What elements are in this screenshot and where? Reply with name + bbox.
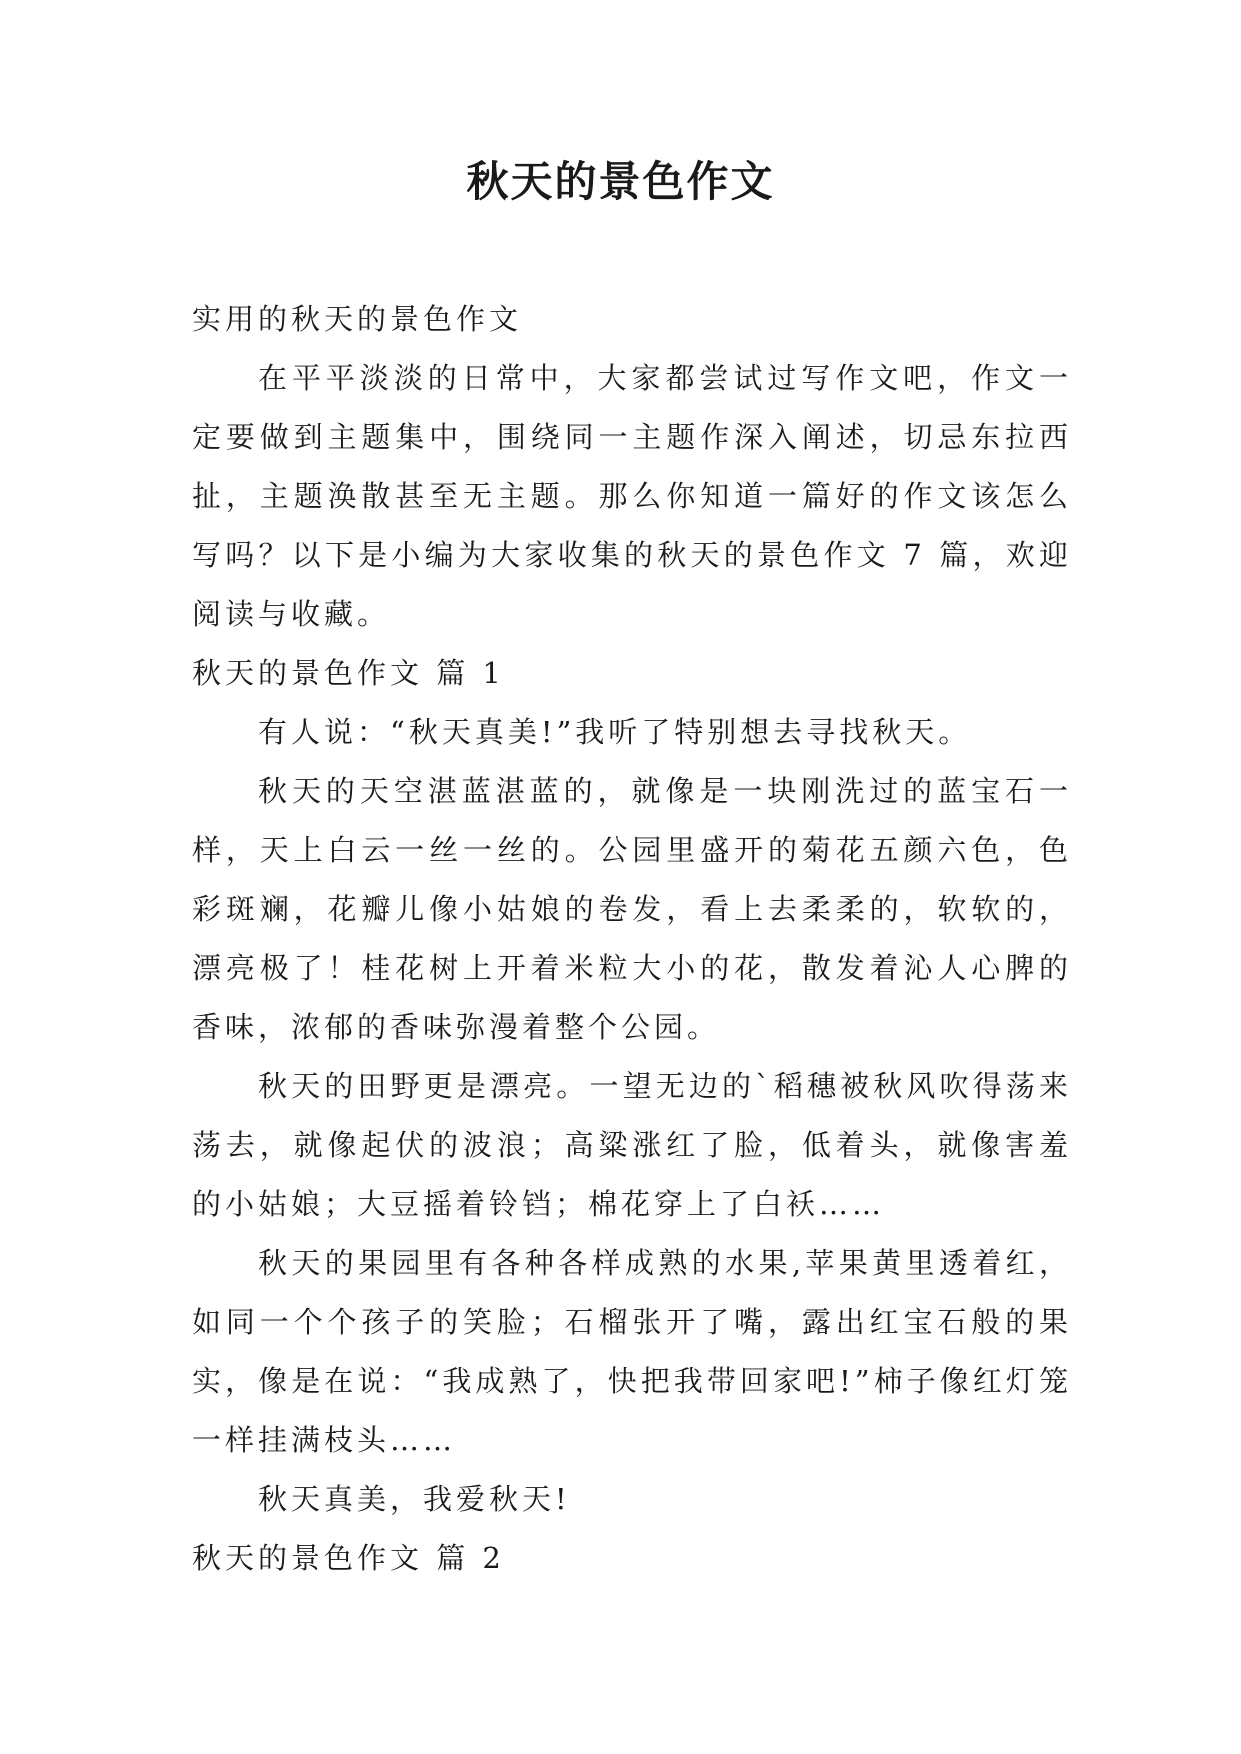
intro-paragraph: 在平平淡淡的日常中，大家都尝试过写作文吧，作文一定要做到主题集中，围绕同一主题作深入阐述，切忌东拉西扯，主题涣散甚至无主题。那么你知道一篇好的作文该怎么写吗？以下是小编为大家收集的秋天的景色作文 7 篇，欢迎阅读与收藏。 bbox=[192, 361, 1072, 631]
essay-1-paragraph: 秋天的天空湛蓝湛蓝的，就像是一块刚洗过的蓝宝石一样，天上白云一丝一丝的。公园里盛开的菊花五颜六色，色彩斑斓，花瓣儿像小姑娘的卷发，看上去柔柔的，软软的，漂亮极了！桂花树上开着米粒大小的花，散发着沁人心脾的香味，浓郁的香味弥漫着整个公园。 bbox=[192, 774, 1072, 1044]
essay-1-paragraph: 秋天的果园里有各种各样成熟的水果,苹果黄里透着红，如同一个个孩子的笑脸；石榴张开了嘴，露出红宝石般的果实，像是在说：“我成熟了，快把我带回家吧!”柿子像红灯笼一样挂满枝头…… bbox=[192, 1246, 1072, 1457]
essay-1-paragraph: 秋天真美，我爱秋天! bbox=[258, 1482, 571, 1516]
essay-1-heading: 秋天的景色作文 篇 1 bbox=[192, 656, 505, 690]
essay-1-paragraph: 秋天的田野更是漂亮。一望无边的`稻穗被秋风吹得荡来荡去，就像起伏的波浪；高粱涨红了脸，低着头，就像害羞的小姑娘；大豆摇着铃铛；棉花穿上了白袄…… bbox=[192, 1069, 1072, 1221]
essay-2-heading: 秋天的景色作文 篇 2 bbox=[192, 1541, 505, 1575]
document-body bbox=[192, 290, 1072, 1588]
essay-1-paragraph: 有人说：“秋天真美!”我听了特别想去寻找秋天。 bbox=[258, 715, 972, 749]
document-title: 秋天的景色作文 bbox=[466, 157, 775, 206]
intro-heading: 实用的秋天的景色作文 bbox=[192, 302, 523, 336]
